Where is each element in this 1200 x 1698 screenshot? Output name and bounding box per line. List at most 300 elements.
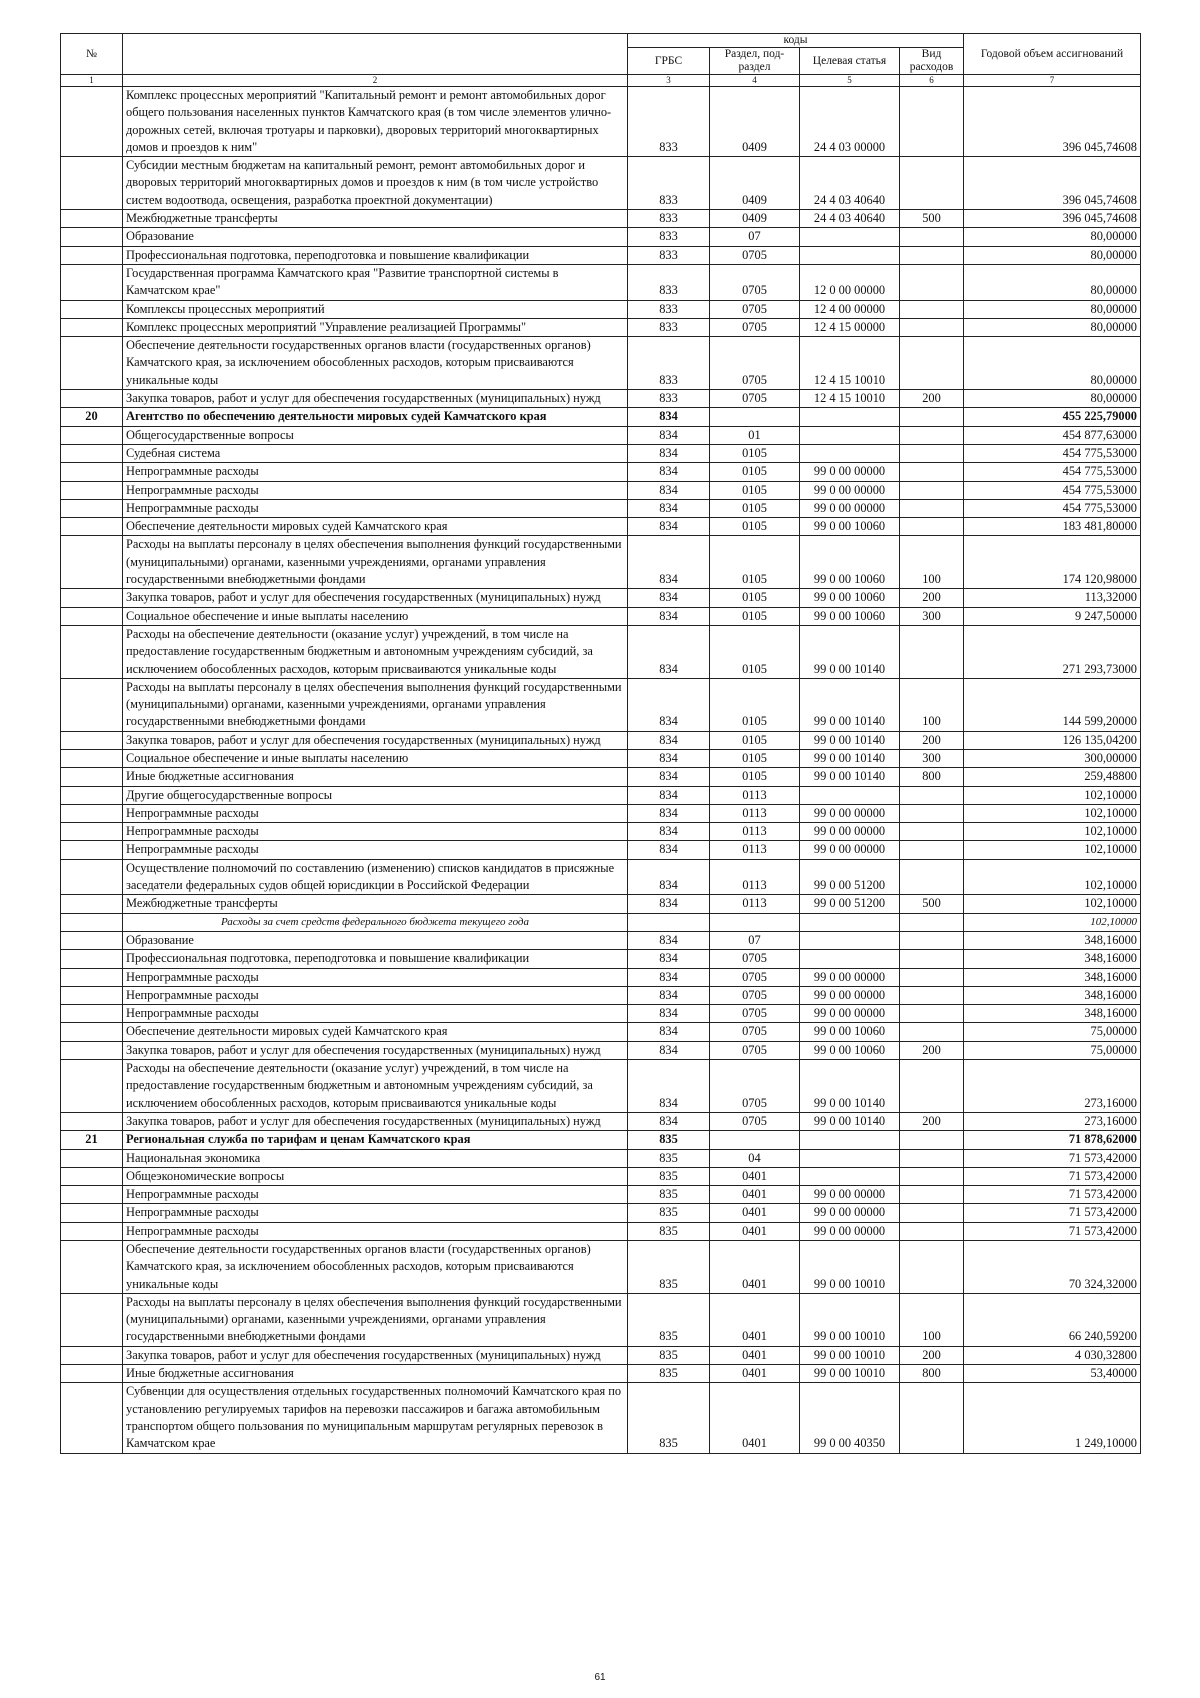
statya-code: [800, 1167, 900, 1185]
grbs-code: 835: [628, 1222, 710, 1240]
grbs-code: 833: [628, 210, 710, 228]
allocation-sum: 183 481,80000: [964, 518, 1141, 536]
row-number: [61, 1204, 123, 1222]
statya-code: 24 4 03 40640: [800, 210, 900, 228]
item-name: Иные бюджетные ассигнования: [123, 768, 628, 786]
grbs-code: 835: [628, 1131, 710, 1149]
allocation-sum: 71 573,42000: [964, 1167, 1141, 1185]
statya-code: 99 0 00 00000: [800, 481, 900, 499]
allocation-sum: 71 573,42000: [964, 1204, 1141, 1222]
razdel-code: 0705: [710, 318, 800, 336]
grbs-code: 833: [628, 264, 710, 300]
grbs-code: 834: [628, 768, 710, 786]
razdel-code: 0105: [710, 768, 800, 786]
column-number: 6: [900, 75, 964, 87]
allocation-sum: 348,16000: [964, 931, 1141, 949]
item-name: Социальное обеспечение и иные выплаты населению: [123, 607, 628, 625]
razdel-code: 0105: [710, 589, 800, 607]
statya-code: 24 4 03 40640: [800, 157, 900, 210]
vid-code: [900, 408, 964, 426]
vid-code: 100: [900, 1293, 964, 1346]
vid-code: [900, 1222, 964, 1240]
statya-code: 99 0 00 00000: [800, 804, 900, 822]
row-number: [61, 1241, 123, 1294]
item-name: Образование: [123, 931, 628, 949]
row-number: [61, 210, 123, 228]
statya-code: 12 4 15 10010: [800, 390, 900, 408]
grbs-code: 834: [628, 444, 710, 462]
grbs-code: 834: [628, 625, 710, 678]
header-razdel: Раздел, под-раздел: [710, 48, 800, 75]
allocation-sum: 300,00000: [964, 749, 1141, 767]
table-row: [61, 1005, 1141, 1023]
razdel-code: 0705: [710, 1023, 800, 1041]
vid-code: [900, 463, 964, 481]
grbs-code: 834: [628, 1112, 710, 1130]
grbs-code: [628, 913, 710, 931]
grbs-code: 835: [628, 1383, 710, 1453]
table-row: [61, 731, 1141, 749]
grbs-code: 834: [628, 986, 710, 1004]
table-row: [61, 804, 1141, 822]
vid-code: [900, 246, 964, 264]
statya-code: 99 0 00 00000: [800, 841, 900, 859]
allocation-sum: 271 293,73000: [964, 625, 1141, 678]
grbs-code: 834: [628, 426, 710, 444]
razdel-code: 0705: [710, 337, 800, 390]
razdel-code: 0105: [710, 499, 800, 517]
table-row: [61, 264, 1141, 300]
statya-code: 12 4 00 00000: [800, 300, 900, 318]
vid-code: [900, 1167, 964, 1185]
table-body: [61, 87, 1141, 1454]
razdel-code: 01: [710, 426, 800, 444]
allocation-sum: 71 573,42000: [964, 1149, 1141, 1167]
statya-code: 99 0 00 10060: [800, 607, 900, 625]
vid-code: [900, 823, 964, 841]
item-name: Расходы на обеспечение деятельности (оказание услуг) учреждений, в том числе на предоставление государственным бюджетным и автономным учреждениям субсидий, за исключением обособленных расходов, которым присваиваются уникальные коды: [123, 625, 628, 678]
item-name: Государственная программа Камчатского края "Развитие транспортной системы в Камчатском крае": [123, 264, 628, 300]
header-grbs: ГРБС: [628, 48, 710, 75]
item-name: Расходы на выплаты персоналу в целях обеспечения выполнения функций государственными (муниципальными) органами, казенными учреждениями, органами управления государственными внебюджетными фондами: [123, 1293, 628, 1346]
item-name: Закупка товаров, работ и услуг для обеспечения государственных (муниципальных) нужд: [123, 390, 628, 408]
item-name: Другие общегосударственные вопросы: [123, 786, 628, 804]
razdel-code: 0113: [710, 804, 800, 822]
grbs-code: 833: [628, 337, 710, 390]
row-number: [61, 1222, 123, 1240]
table-row: [61, 300, 1141, 318]
vid-code: [900, 859, 964, 895]
table-row: [61, 986, 1141, 1004]
grbs-code: 834: [628, 841, 710, 859]
table-row: [61, 536, 1141, 589]
item-name: Расходы на обеспечение деятельности (оказание услуг) учреждений, в том числе на предоставление государственным бюджетным и автономным учреждениям субсидий, за исключением обособленных расходов, которым присваиваются уникальные коды: [123, 1060, 628, 1113]
razdel-code: 0705: [710, 390, 800, 408]
row-number: [61, 157, 123, 210]
row-number: [61, 1346, 123, 1364]
razdel-code: 0409: [710, 87, 800, 157]
statya-code: 99 0 00 40350: [800, 1383, 900, 1453]
row-number: [61, 895, 123, 913]
table-row: [61, 859, 1141, 895]
razdel-code: 0401: [710, 1204, 800, 1222]
vid-code: [900, 318, 964, 336]
vid-code: 300: [900, 749, 964, 767]
item-name: Общеэкономические вопросы: [123, 1167, 628, 1185]
razdel-code: 0705: [710, 1005, 800, 1023]
allocation-sum: 174 120,98000: [964, 536, 1141, 589]
vid-code: 200: [900, 1041, 964, 1059]
item-name: Профессиональная подготовка, переподготовка и повышение квалификации: [123, 950, 628, 968]
item-name: Иные бюджетные ассигнования: [123, 1365, 628, 1383]
column-number: 3: [628, 75, 710, 87]
allocation-sum: 126 135,04200: [964, 731, 1141, 749]
grbs-code: 835: [628, 1365, 710, 1383]
statya-code: [800, 246, 900, 264]
vid-code: [900, 950, 964, 968]
item-name: Субсидии местным бюджетам на капитальный ремонт, ремонт автомобильных дорог и дворовых территорий многоквартирных домов и проездов к ним (в том числе устройство систем водоотвода, освещения, разработка проектной документации): [123, 157, 628, 210]
grbs-code: 834: [628, 804, 710, 822]
table-row: [61, 786, 1141, 804]
row-number: [61, 768, 123, 786]
row-number: [61, 228, 123, 246]
row-number: [61, 931, 123, 949]
razdel-code: 0113: [710, 841, 800, 859]
table-row: [61, 823, 1141, 841]
vid-code: 500: [900, 210, 964, 228]
row-number: [61, 444, 123, 462]
row-number: [61, 625, 123, 678]
razdel-code: 0105: [710, 625, 800, 678]
razdel-code: 0105: [710, 536, 800, 589]
allocation-sum: 454 877,63000: [964, 426, 1141, 444]
grbs-code: 834: [628, 823, 710, 841]
table-row: [61, 1346, 1141, 1364]
row-number: [61, 804, 123, 822]
item-name: Непрограммные расходы: [123, 1222, 628, 1240]
item-name: Обеспечение деятельности государственных органов власти (государственных органов) Камчатского края, за исключением обособленных расходов, которым присваиваются уникальные коды: [123, 337, 628, 390]
allocation-sum: 454 775,53000: [964, 481, 1141, 499]
row-number: [61, 337, 123, 390]
grbs-code: 834: [628, 589, 710, 607]
table-row: [61, 499, 1141, 517]
statya-code: 99 0 00 10010: [800, 1346, 900, 1364]
table-row: [61, 678, 1141, 731]
row-number: 21: [61, 1131, 123, 1149]
row-number: [61, 1167, 123, 1185]
item-name: Комплекс процессных мероприятий "Капитальный ремонт и ремонт автомобильных дорог общего пользования населенных пунктов Камчатского края (в том числе элементов улично-дорожных сетей, включая тротуары и парковки), дворовых территорий многоквартирных домов и проездов к ним": [123, 87, 628, 157]
allocation-sum: 348,16000: [964, 950, 1141, 968]
budget-table: [60, 33, 1141, 1454]
table-row: [61, 518, 1141, 536]
item-name: Комплекс процессных мероприятий "Управление реализацией Программы": [123, 318, 628, 336]
allocation-sum: 396 045,74608: [964, 157, 1141, 210]
grbs-code: 834: [628, 731, 710, 749]
vid-code: [900, 841, 964, 859]
razdel-code: 0705: [710, 246, 800, 264]
row-number: [61, 589, 123, 607]
statya-code: [800, 444, 900, 462]
razdel-code: 0705: [710, 968, 800, 986]
statya-code: 99 0 00 00000: [800, 823, 900, 841]
razdel-code: 0401: [710, 1241, 800, 1294]
allocation-sum: 80,00000: [964, 246, 1141, 264]
allocation-sum: 80,00000: [964, 300, 1141, 318]
table-row: [61, 1041, 1141, 1059]
vid-code: [900, 786, 964, 804]
item-name: Межбюджетные трансферты: [123, 895, 628, 913]
item-name: Расходы за счет средств федерального бюджета текущего года: [123, 913, 628, 931]
statya-code: 99 0 00 00000: [800, 1186, 900, 1204]
grbs-code: 835: [628, 1346, 710, 1364]
grbs-code: 834: [628, 895, 710, 913]
table-row: [61, 589, 1141, 607]
razdel-code: 0105: [710, 481, 800, 499]
statya-code: 99 0 00 10060: [800, 589, 900, 607]
razdel-code: 0705: [710, 264, 800, 300]
item-name: Закупка товаров, работ и услуг для обеспечения государственных (муниципальных) нужд: [123, 1041, 628, 1059]
item-name: Непрограммные расходы: [123, 841, 628, 859]
grbs-code: 834: [628, 536, 710, 589]
vid-code: [900, 228, 964, 246]
row-number: [61, 1023, 123, 1041]
allocation-sum: 80,00000: [964, 228, 1141, 246]
table-row: [61, 1293, 1141, 1346]
header-sum: Годовой объем ассигнований: [964, 34, 1141, 75]
grbs-code: 833: [628, 318, 710, 336]
vid-code: 200: [900, 390, 964, 408]
vid-code: 100: [900, 536, 964, 589]
table-row: [61, 228, 1141, 246]
allocation-sum: 70 324,32000: [964, 1241, 1141, 1294]
allocation-sum: 454 775,53000: [964, 463, 1141, 481]
row-number: [61, 841, 123, 859]
allocation-sum: 259,48800: [964, 768, 1141, 786]
item-name: Непрограммные расходы: [123, 804, 628, 822]
table-row: [61, 1204, 1141, 1222]
razdel-code: 0705: [710, 300, 800, 318]
row-number: [61, 731, 123, 749]
row-number: [61, 499, 123, 517]
grbs-code: 834: [628, 408, 710, 426]
statya-code: 12 0 00 00000: [800, 264, 900, 300]
item-name: Региональная служба по тарифам и ценам Камчатского края: [123, 1131, 628, 1149]
vid-code: 500: [900, 895, 964, 913]
table-row: [61, 841, 1141, 859]
item-name: Непрограммные расходы: [123, 986, 628, 1004]
header-vid: Вид расходов: [900, 48, 964, 75]
grbs-code: 835: [628, 1241, 710, 1294]
item-name: Межбюджетные трансферты: [123, 210, 628, 228]
item-name: Национальная экономика: [123, 1149, 628, 1167]
allocation-sum: 348,16000: [964, 986, 1141, 1004]
column-number: 4: [710, 75, 800, 87]
row-number: [61, 786, 123, 804]
razdel-code: 0705: [710, 1060, 800, 1113]
vid-code: [900, 625, 964, 678]
razdel-code: [710, 408, 800, 426]
statya-code: [800, 950, 900, 968]
table-row: [61, 895, 1141, 913]
statya-code: 99 0 00 10140: [800, 678, 900, 731]
statya-code: 99 0 00 10060: [800, 518, 900, 536]
column-number: 7: [964, 75, 1141, 87]
razdel-code: 0401: [710, 1186, 800, 1204]
statya-code: [800, 426, 900, 444]
item-name: Образование: [123, 228, 628, 246]
razdel-code: 0105: [710, 678, 800, 731]
vid-code: [900, 1186, 964, 1204]
razdel-code: 0105: [710, 463, 800, 481]
item-name: Непрограммные расходы: [123, 1005, 628, 1023]
allocation-sum: 75,00000: [964, 1023, 1141, 1041]
allocation-sum: 102,10000: [964, 804, 1141, 822]
page-number: 61: [594, 1672, 606, 1683]
table-row: [61, 1222, 1141, 1240]
allocation-sum: 71 573,42000: [964, 1186, 1141, 1204]
razdel-code: [710, 913, 800, 931]
table-header: [61, 34, 1141, 87]
item-name: Обеспечение деятельности мировых судей Камчатского края: [123, 518, 628, 536]
grbs-code: 834: [628, 607, 710, 625]
row-number: [61, 607, 123, 625]
statya-code: 99 0 00 10060: [800, 1041, 900, 1059]
razdel-code: 07: [710, 931, 800, 949]
vid-code: [900, 518, 964, 536]
statya-code: 99 0 00 10140: [800, 731, 900, 749]
table-row: [61, 1365, 1141, 1383]
table-row: [61, 1167, 1141, 1185]
razdel-code: 0705: [710, 986, 800, 1004]
statya-code: 99 0 00 10010: [800, 1293, 900, 1346]
razdel-code: 0409: [710, 157, 800, 210]
vid-code: [900, 1204, 964, 1222]
statya-code: [800, 913, 900, 931]
statya-code: [800, 228, 900, 246]
statya-code: 99 0 00 00000: [800, 986, 900, 1004]
allocation-sum: 454 775,53000: [964, 499, 1141, 517]
grbs-code: 834: [628, 1023, 710, 1041]
allocation-sum: 80,00000: [964, 264, 1141, 300]
grbs-code: 833: [628, 157, 710, 210]
row-number: [61, 1005, 123, 1023]
grbs-code: 835: [628, 1167, 710, 1185]
razdel-code: 0105: [710, 607, 800, 625]
table-row: [61, 87, 1141, 157]
table-row: [61, 1060, 1141, 1113]
row-number: [61, 1186, 123, 1204]
razdel-code: 0409: [710, 210, 800, 228]
grbs-code: 833: [628, 228, 710, 246]
vid-code: 100: [900, 678, 964, 731]
vid-code: [900, 913, 964, 931]
vid-code: [900, 968, 964, 986]
item-name: Осуществление полномочий по составлению (изменению) списков кандидатов в присяжные заседатели федеральных судов общей юрисдикции в Российской Федерации: [123, 859, 628, 895]
allocation-sum: 273,16000: [964, 1060, 1141, 1113]
table-row: [61, 768, 1141, 786]
allocation-sum: 396 045,74608: [964, 87, 1141, 157]
razdel-code: 0105: [710, 749, 800, 767]
item-name: Комплексы процессных мероприятий: [123, 300, 628, 318]
table-row: [61, 950, 1141, 968]
vid-code: [900, 157, 964, 210]
grbs-code: 834: [628, 859, 710, 895]
allocation-sum: 348,16000: [964, 1005, 1141, 1023]
allocation-sum: 102,10000: [964, 823, 1141, 841]
allocation-sum: 273,16000: [964, 1112, 1141, 1130]
allocation-sum: 348,16000: [964, 968, 1141, 986]
row-number: [61, 300, 123, 318]
vid-code: [900, 1241, 964, 1294]
grbs-code: 835: [628, 1204, 710, 1222]
row-number: [61, 481, 123, 499]
row-number: [61, 463, 123, 481]
item-name: Закупка товаров, работ и услуг для обеспечения государственных (муниципальных) нужд: [123, 731, 628, 749]
table-row: [61, 390, 1141, 408]
allocation-sum: 102,10000: [964, 841, 1141, 859]
grbs-code: 833: [628, 87, 710, 157]
table-row: [61, 607, 1141, 625]
table-row: [61, 1241, 1141, 1294]
item-name: Закупка товаров, работ и услуг для обеспечения государственных (муниципальных) нужд: [123, 1112, 628, 1130]
grbs-code: 835: [628, 1186, 710, 1204]
item-name: Непрограммные расходы: [123, 1186, 628, 1204]
statya-code: 99 0 00 00000: [800, 1005, 900, 1023]
allocation-sum: 80,00000: [964, 390, 1141, 408]
item-name: Субвенции для осуществления отдельных государственных полномочий Камчатского края по установлению регулируемых тарифов на перевозки пассажиров и багажа автомобильным транспортом общего пользования по муниципальным маршрутам регулярных перевозок в Камчатском крае: [123, 1383, 628, 1453]
vid-code: [900, 481, 964, 499]
row-number: [61, 264, 123, 300]
item-name: Судебная система: [123, 444, 628, 462]
vid-code: [900, 1005, 964, 1023]
allocation-sum: 455 225,79000: [964, 408, 1141, 426]
vid-code: [900, 1023, 964, 1041]
statya-code: [800, 931, 900, 949]
razdel-code: 0113: [710, 823, 800, 841]
table-row: [61, 931, 1141, 949]
table-row: [61, 625, 1141, 678]
allocation-sum: 9 247,50000: [964, 607, 1141, 625]
statya-code: 99 0 00 10010: [800, 1365, 900, 1383]
table-row: [61, 337, 1141, 390]
razdel-code: 04: [710, 1149, 800, 1167]
item-name: Социальное обеспечение и иные выплаты населению: [123, 749, 628, 767]
grbs-code: 835: [628, 1293, 710, 1346]
vid-code: 200: [900, 589, 964, 607]
statya-code: 99 0 00 51200: [800, 895, 900, 913]
item-name: Обеспечение деятельности мировых судей Камчатского края: [123, 1023, 628, 1041]
vid-code: 200: [900, 731, 964, 749]
statya-code: [800, 1131, 900, 1149]
table-row: [61, 913, 1141, 931]
grbs-code: 833: [628, 390, 710, 408]
statya-code: 99 0 00 10140: [800, 625, 900, 678]
row-number: [61, 536, 123, 589]
allocation-sum: 66 240,59200: [964, 1293, 1141, 1346]
row-number: [61, 968, 123, 986]
header-name: [123, 34, 628, 75]
row-number: [61, 1149, 123, 1167]
razdel-code: 0705: [710, 1112, 800, 1130]
vid-code: [900, 300, 964, 318]
statya-code: 99 0 00 10060: [800, 1023, 900, 1041]
allocation-sum: 4 030,32800: [964, 1346, 1141, 1364]
item-name: Расходы на выплаты персоналу в целях обеспечения выполнения функций государственными (муниципальными) органами, казенными учреждениями, органами управления государственными внебюджетными фондами: [123, 678, 628, 731]
table-row: [61, 749, 1141, 767]
table-row: [61, 408, 1141, 426]
row-number: [61, 950, 123, 968]
razdel-code: 0401: [710, 1293, 800, 1346]
